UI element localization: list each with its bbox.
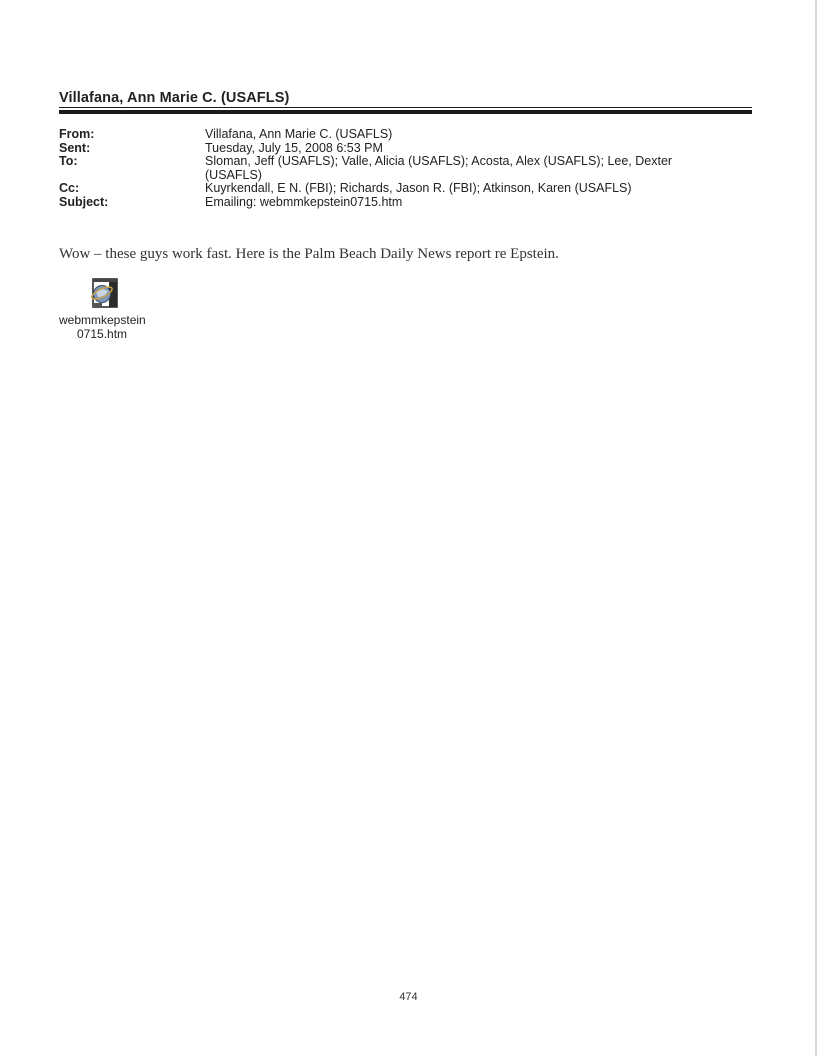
header-label: To:: [59, 154, 78, 168]
header-divider-thin: [59, 107, 752, 108]
email-headers: [59, 128, 759, 209]
html-document-icon[interactable]: [89, 278, 119, 308]
header-label: Cc:: [59, 181, 80, 195]
header-to: [59, 155, 759, 182]
header-cc: [59, 182, 759, 196]
header-value: Emailing: webmmkepstein0715.htm: [205, 194, 403, 209]
email-body: Wow – these guys work fast. Here is the Palm Beach Daily News report re Epstein.: [59, 246, 559, 262]
header-from: [59, 128, 759, 142]
header-subject: [59, 196, 759, 210]
header-divider-thick: [59, 110, 752, 114]
attachment-name-line2: 0715.htm: [77, 327, 128, 341]
header-label: Sent:: [59, 140, 91, 155]
header-sent: [59, 142, 759, 156]
attachment-name-line1: webmmkepstein: [59, 313, 146, 327]
header-value: Kuyrkendall, E N. (FBI); Richards, Jason R. (FBI); Atkinson, Karen (USAFLS): [205, 181, 632, 195]
header-value: Villafana, Ann Marie C. (USAFLS): [205, 127, 393, 141]
header-value: Sloman, Jeff (USAFLS); Valle, Alicia (USAFLS); Acosta, Alex (USAFLS); Lee, Dexter (USAFLS): [205, 154, 673, 182]
sender-title: Villafana, Ann Marie C. (USAFLS): [59, 90, 290, 106]
header-label: Subject:: [59, 194, 109, 209]
header-value: Tuesday, July 15, 2008 6:53 PM: [205, 140, 383, 155]
attachment-name[interactable]: [59, 313, 159, 341]
attachment[interactable]: [59, 278, 159, 341]
page-number: 474: [399, 991, 418, 1003]
header-label: From:: [59, 127, 95, 141]
